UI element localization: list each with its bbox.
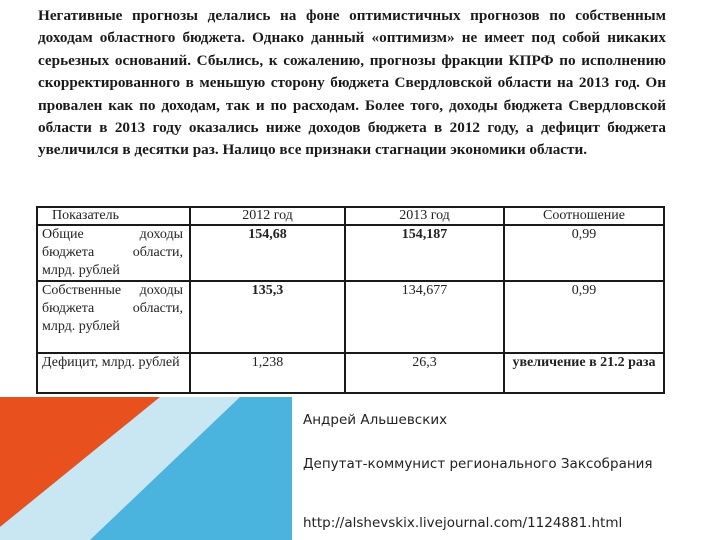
ratio-cell: увеличение в 21.2 раза (504, 353, 664, 393)
table-row (37, 281, 664, 353)
budget-table (36, 206, 665, 394)
value-2013-cell: 134,677 (345, 281, 504, 353)
value-2012-cell: 154,68 (190, 225, 345, 281)
footer-banner (0, 397, 720, 540)
author-position: Депутат-коммунист регионального Заксобрания (303, 456, 653, 472)
header-2013: 2013 год (345, 207, 504, 225)
header-indicator: Показатель (37, 207, 190, 225)
header-ratio: Соотношение (504, 207, 664, 225)
table-row (37, 353, 664, 393)
author-name: Андрей Альшевских (303, 412, 448, 428)
value-2013-cell: 154,187 (345, 225, 504, 281)
indicator-cell: Дефицит, млрд. рублей (37, 353, 190, 393)
ratio-cell: 0,99 (504, 281, 664, 353)
ratio-cell: 0,99 (504, 225, 664, 281)
value-2013-cell: 26,3 (345, 353, 504, 393)
value-2012-cell: 1,238 (190, 353, 345, 393)
indicator-cell: Собственные доходы бюджета области, млрд. рублей (37, 281, 190, 353)
article-paragraph: Негативные прогнозы делались на фоне оптимистичных прогнозов по собственным доходам областного бюджета. Однако данный «оптимизм» не имеет под собой никаких серьезных оснований. Сбылись, к сожалению, прогнозы фракции КПРФ по исполнению скорректированного в меньшую сторону бюджета Свердловской области на 2013 год. Он провален как по доходам, так и по расходам. Более того, доходы бюджета Свердловской области в 2013 году оказались ниже доходов бюджета в 2012 году, а дефицит бюджета увеличился в десятки раз. Налицо все признаки стагнации экономики области. (38, 7, 666, 159)
source-link[interactable]: http://alshevskix.livejournal.com/1124881.html (303, 515, 623, 531)
table-row (37, 225, 664, 281)
value-2012-cell: 135,3 (190, 281, 345, 353)
table-header-row (37, 207, 664, 225)
indicator-cell: Общие доходы бюджета области, млрд. рублей (37, 225, 190, 281)
header-2012: 2012 год (190, 207, 345, 225)
